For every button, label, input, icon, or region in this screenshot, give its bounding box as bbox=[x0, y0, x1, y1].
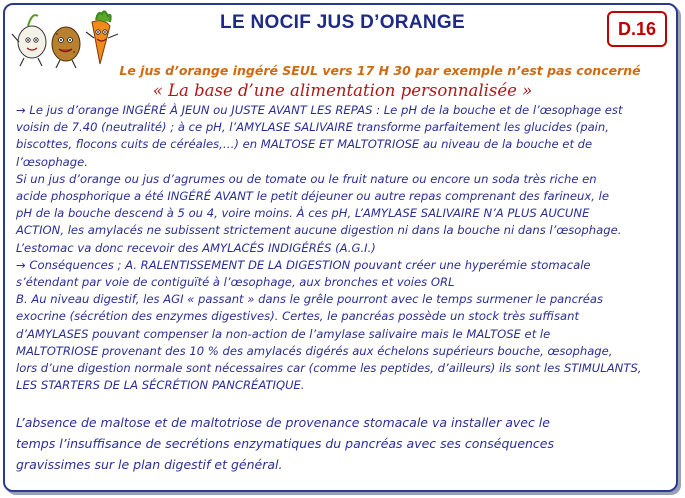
body-line: L’estomac va donc recevoir des AMYLACÉS INDIGÉRÉS (A.G.I.) bbox=[16, 240, 376, 255]
body-line: l’œsophage. bbox=[16, 154, 88, 169]
body-line: ACTION, les amylacés ne subissent strictement aucune digestion ni dans la bouche ni dans l’œsophage. bbox=[16, 223, 622, 238]
body-line: LES STARTERS DE LA SÉCRÉTION PANCRÉATIQUE. bbox=[16, 378, 305, 393]
body-line: B. Au niveau digestif, les AGI « passant » dans le grêle pourront avec le temps surmener le pancréas bbox=[16, 292, 604, 307]
body-line: lors d’une digestion normale sont nécessaires car (comme les peptides, d’ailleurs) ils sont les STIMULANTS, bbox=[16, 361, 642, 376]
tagline: « La base d’une alimentation personnalisée » bbox=[152, 81, 533, 100]
body-line: acide phosphorique a été INGÉRÉ AVANT le petit déjeuner ou autre repas comprenant des farineux, le bbox=[16, 189, 609, 204]
body-line: d’AMYLASES pouvant compenser la non-action de l’amylase salivaire mais le MALTOSE et le bbox=[16, 326, 551, 341]
closing-paragraph bbox=[16, 412, 672, 475]
subtitle: Le jus d’orange ingéré SEUL vers 17 H 30 par exemple n’est pas concerné bbox=[119, 63, 641, 78]
closing-line: gravissimes sur le plan digestif et général. bbox=[16, 457, 283, 472]
body-line: biscottes, flocons cuits de céréales,…) en MALTOSE ET MALTOTRIOSE au niveau de la bouche et de bbox=[16, 137, 593, 152]
body-line: s’étendant par voie de contiguïté à l’œsophage, aux bronches et voies ORL bbox=[16, 275, 455, 290]
body-line: exocrine (sécrétion des enzymes digestives). Certes, le pancréas possède un stock très suffisant bbox=[16, 309, 579, 324]
body-line: pH de la bouche descend à 5 ou 4, voire moins. À ces pH, L’AMYLASE SALIVAIRE N’A PLUS AUCUNE bbox=[16, 206, 590, 221]
page-title: LE NOCIF JUS D’ORANGE bbox=[220, 12, 465, 33]
body-line: voisin de 7.40 (neutralité) ; à ce pH, l’AMYLASE SALIVAIRE transforme parfaitement les glucides (pain, bbox=[16, 120, 609, 135]
document-code-badge: D.16 bbox=[607, 11, 667, 47]
body-text bbox=[16, 102, 672, 394]
body-line: Si un jus d’orange ou jus d’agrumes ou de tomate ou le fruit nature ou encore un soda très riche en bbox=[16, 171, 597, 186]
body-line: → Le jus d’orange INGÉRÉ À JEUN ou JUSTE AVANT LES REPAS : Le pH de la bouche et de l’œsophage est bbox=[16, 103, 623, 117]
body-line: MALTOTRIOSE provenant des 10 % des amylacés digérés aux échelons supérieurs bouche, œsophage, bbox=[16, 343, 613, 358]
closing-line: temps l’insuffisance de secrétions enzymatiques du pancréas avec ses conséquences bbox=[16, 436, 555, 451]
body-line: → Conséquences ; A. RALENTISSEMENT DE LA DIGESTION pouvant créer une hyperémie stomacale bbox=[16, 257, 591, 272]
closing-line: L’absence de maltose et de maltotriose de provenance stomacale va installer avec le bbox=[16, 415, 550, 430]
